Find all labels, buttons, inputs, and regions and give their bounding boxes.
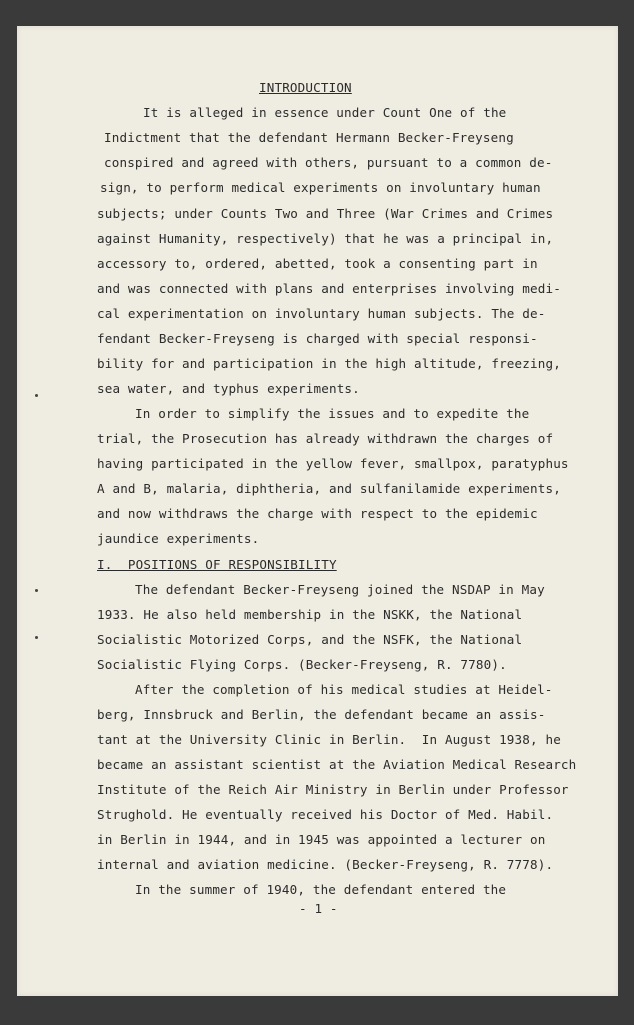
document-page	[17, 26, 618, 996]
text-line: In the summer of 1940, the defendant entered the	[135, 882, 507, 897]
text-line: In order to simplify the issues and to expedite the	[135, 406, 530, 421]
text-line: having participated in the yellow fever, smallpox, paratyphus	[97, 456, 569, 471]
text-line: against Humanity, respectively) that he was a principal in,	[97, 231, 554, 246]
text-line: internal and aviation medicine. (Becker-Freyseng, R. 7778).	[97, 857, 554, 872]
text-line: conspired and agreed with others, pursuant to a common de-	[104, 155, 553, 170]
text-line: bility for and participation in the high altitude, freezing,	[97, 356, 561, 371]
text-line: Indictment that the defendant Hermann Becker-Freyseng	[104, 130, 514, 145]
text-line: A and B, malaria, diphtheria, and sulfanilamide experiments,	[97, 481, 561, 496]
text-line: and now withdraws the charge with respect to the epidemic	[97, 506, 538, 521]
text-line: and was connected with plans and enterprises involving medi-	[97, 281, 561, 296]
margin-dot	[35, 589, 38, 592]
text-line: became an assistant scientist at the Aviation Medical Research	[97, 757, 577, 772]
text-line: sign, to perform medical experiments on involuntary human	[100, 180, 541, 195]
text-line: The defendant Becker-Freyseng joined the NSDAP in May	[135, 582, 545, 597]
text-line: berg, Innsbruck and Berlin, the defendant became an assis-	[97, 707, 546, 722]
text-line: Socialistic Motorized Corps, and the NSFK, the National	[97, 632, 523, 647]
text-line: After the completion of his medical studies at Heidel-	[135, 682, 553, 697]
text-line: Strughold. He eventually received his Doctor of Med. Habil.	[97, 807, 554, 822]
text-line: It is alleged in essence under Count One of the	[143, 105, 507, 120]
margin-dot	[35, 394, 38, 397]
text-line: tant at the University Clinic in Berlin. In August 1938, he	[97, 732, 561, 747]
page-number: - 1 -	[299, 901, 338, 916]
text-line: Socialistic Flying Corps. (Becker-Freyseng, R. 7780).	[97, 657, 507, 672]
text-line: trial, the Prosecution has already withdrawn the charges of	[97, 431, 554, 446]
text-line: 1933. He also held membership in the NSKK, the National	[97, 607, 523, 622]
text-line: in Berlin in 1944, and in 1945 was appointed a lecturer on	[97, 832, 546, 847]
text-line: sea water, and typhus experiments.	[97, 381, 360, 396]
text-line: Institute of the Reich Air Ministry in Berlin under Professor	[97, 782, 569, 797]
document-title: INTRODUCTION	[259, 80, 352, 95]
text-line: fendant Becker-Freyseng is charged with special responsi-	[97, 331, 538, 346]
text-line: accessory to, ordered, abetted, took a consenting part in	[97, 256, 538, 271]
section-heading: I. POSITIONS OF RESPONSIBILITY	[97, 557, 337, 572]
text-line: subjects; under Counts Two and Three (War Crimes and Crimes	[97, 206, 554, 221]
text-line: cal experimentation on involuntary human subjects. The de-	[97, 306, 546, 321]
text-line: jaundice experiments.	[97, 531, 260, 546]
margin-dot	[35, 636, 38, 639]
